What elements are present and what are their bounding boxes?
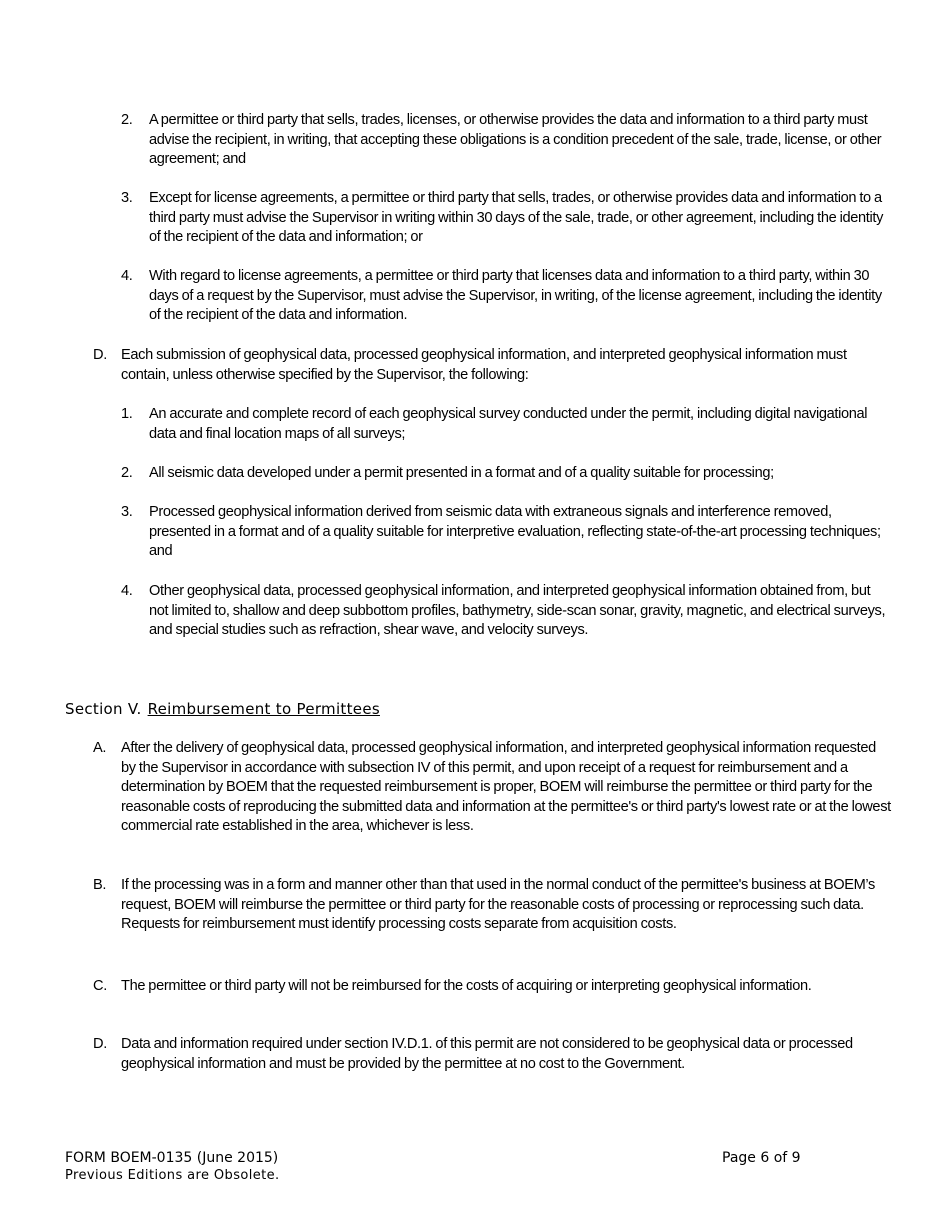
list-item-c2 (121, 111, 891, 170)
item-marker: D. (93, 347, 107, 363)
list-item-v-b (93, 876, 891, 935)
section-d-intro (93, 346, 891, 385)
item-marker: 4. (121, 268, 133, 284)
item-text: Other geophysical data, processed geophysical information, and interpreted geophysical information obtained from, but not limited to, shallow and deep subbottom profiles, bathymetry, side-scan sonar, gravity, magnetic, and electrical surveys, and special studies such as refraction, shear wave, and velocity surveys. (149, 583, 886, 639)
item-marker: A. (93, 740, 107, 756)
footer-form-number: FORM BOEM-0135 (June 2015) (65, 1150, 279, 1166)
list-item-v-c (93, 977, 891, 997)
list-item-v-d (93, 1035, 891, 1074)
list-item-c3 (121, 189, 891, 248)
footer-editions-note: Previous Editions are Obsolete. (65, 1168, 280, 1183)
item-marker: C. (93, 978, 107, 994)
item-marker: 2. (121, 465, 133, 481)
list-item-v-a (93, 739, 891, 837)
item-marker: 3. (121, 190, 133, 206)
item-marker: 3. (121, 504, 133, 520)
item-text: Data and information required under section IV.D.1. of this permit are not considered to be geophysical data or processed geophysical information and must be provided by the permittee at no cost to the Government. (121, 1036, 853, 1072)
item-text: A permittee or third party that sells, trades, licenses, or otherwise provides the data and information to a third party must advise the recipient, in writing, that accepting these obligations is a condition precedent of the sale, trade, license, or other agreement; and (149, 112, 882, 168)
section-v-heading (65, 700, 380, 718)
item-marker: 1. (121, 406, 133, 422)
item-text: Each submission of geophysical data, processed geophysical information, and interpreted geophysical information must contain, unless otherwise specified by the Supervisor, the following: (121, 347, 847, 383)
list-item-d3 (121, 503, 891, 562)
list-item-d2 (121, 464, 891, 484)
item-text: Except for license agreements, a permittee or third party that sells, trades, or otherwise provides data and information to a third party must advise the Supervisor in writing within 30 days of the sale, trade, or other agreement, including the identity of the recipient of the data and information; or (149, 190, 884, 246)
list-item-c4 (121, 267, 891, 326)
item-text: With regard to license agreements, a permittee or third party that licenses data and information to a third party, within 30 days of a request by the Supervisor, must advise the Supervisor, in writing, of the license agreement, including the identity of the recipient of the data and information. (149, 268, 882, 324)
item-text: All seismic data developed under a permit presented in a format and of a quality suitable for processing; (149, 465, 774, 481)
list-item-d4 (121, 582, 891, 641)
section-label: Section V. (65, 700, 142, 718)
item-text: Processed geophysical information derived from seismic data with extraneous signals and interference removed, presented in a format and of a quality suitable for interpretive evaluation, reflecting state-of-the-art processing techniques; and (149, 504, 881, 560)
item-text: An accurate and complete record of each geophysical survey conducted under the permit, including digital navigational data and final location maps of all surveys; (149, 406, 868, 442)
item-marker: 4. (121, 583, 133, 599)
item-text: If the processing was in a form and manner other than that used in the normal conduct of the permittee's business at BOEM’s request, BOEM will reimburse the permittee or third party for the reasonable costs of processing or reprocessing such data. Requests for reimbursement must identify processing costs separate from acquisition costs. (121, 877, 875, 933)
item-marker: 2. (121, 112, 133, 128)
item-marker: D. (93, 1036, 107, 1052)
list-item-d1 (121, 405, 891, 444)
item-text: After the delivery of geophysical data, processed geophysical information, and interpreted geophysical information requested by the Supervisor in accordance with subsection IV of this permit, and upon receipt of a request for reimbursement and a determination by BOEM that the requested reimbursement is proper, BOEM will reimburse the permittee or third party for the reasonable costs of reproducing the submitted data and information at the permittee's or third party's lowest rate or at the lowest commercial rate established in the area, whichever is less. (121, 740, 891, 835)
footer-page-number: Page 6 of 9 (722, 1150, 801, 1166)
item-text: The permittee or third party will not be reimbursed for the costs of acquiring or interpreting geophysical information. (121, 978, 812, 994)
item-marker: B. (93, 877, 107, 893)
section-title: Reimbursement to Permittees (147, 700, 380, 718)
